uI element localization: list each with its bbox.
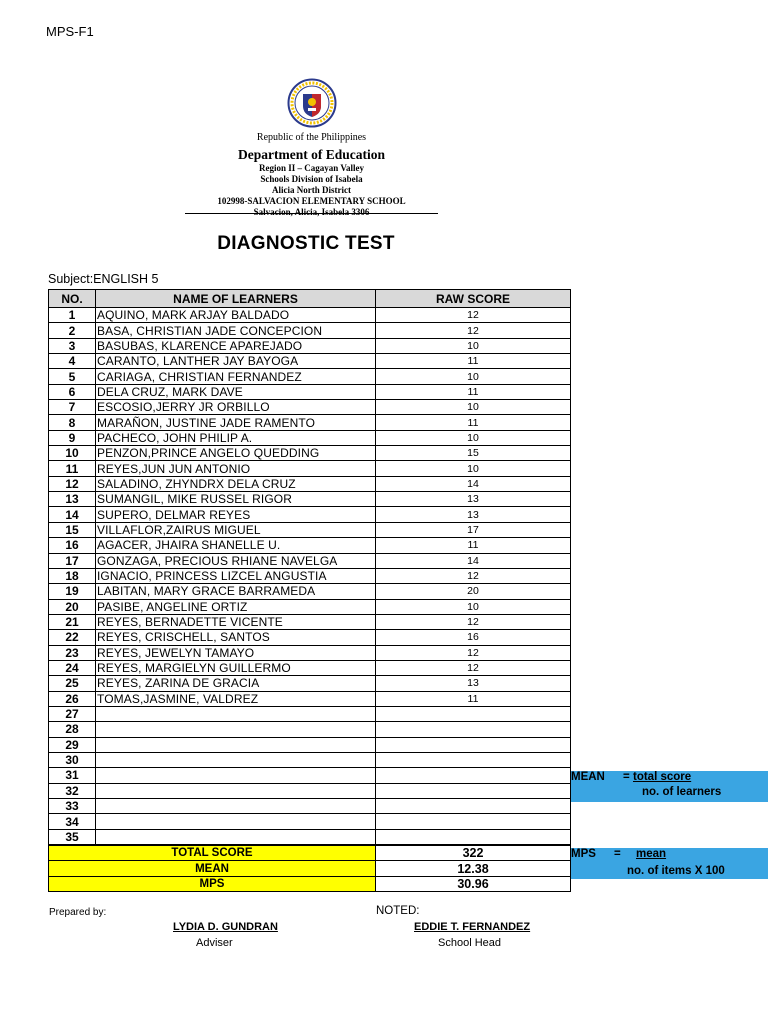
row-number: 21 [49, 614, 96, 629]
subject-label: Subject:ENGLISH 5 [48, 272, 159, 286]
table-row [49, 400, 571, 415]
learner-name: GONZAGA, PRECIOUS RHIANE NAVELGA [96, 553, 376, 568]
table-row [49, 384, 571, 399]
summary-value: 12.38 [376, 861, 571, 876]
district-line: Alicia North District [272, 184, 351, 195]
table-row [49, 553, 571, 568]
learner-name: SUPERO, DELMAR REYES [96, 507, 376, 522]
summary-label: MPS [49, 876, 376, 891]
row-number: 22 [49, 630, 96, 645]
raw-score: 12 [376, 568, 571, 583]
raw-score [376, 706, 571, 721]
row-number: 3 [49, 338, 96, 353]
learner-name: PENZON,PRINCE ANGELO QUEDDING [96, 446, 376, 461]
learner-name: REYES, BERNADETTE VICENTE [96, 614, 376, 629]
learner-name [96, 706, 376, 721]
row-number: 8 [49, 415, 96, 430]
table-row [49, 446, 571, 461]
row-number: 23 [49, 645, 96, 660]
summary-row [49, 861, 571, 876]
raw-score: 11 [376, 384, 571, 399]
learner-name: LABITAN, MARY GRACE BARRAMEDA [96, 584, 376, 599]
learner-name: PASIBE, ANGELINE ORTIZ [96, 599, 376, 614]
learner-name: REYES, CRISCHELL, SANTOS [96, 630, 376, 645]
table-row [49, 676, 571, 691]
row-number: 13 [49, 492, 96, 507]
mps-formula-note [571, 848, 768, 879]
adviser-role: Adviser [196, 937, 233, 949]
raw-score: 12 [376, 614, 571, 629]
summary-value: 322 [376, 845, 571, 861]
learner-name: BASA, CHRISTIAN JADE CONCEPCION [96, 323, 376, 338]
table-row [49, 630, 571, 645]
table-row [49, 568, 571, 583]
col-header-no: NO. [49, 290, 96, 308]
school-head-role: School Head [438, 937, 501, 949]
raw-score: 13 [376, 676, 571, 691]
prepared-by-label: Prepared by: [49, 907, 107, 918]
table-row [49, 814, 571, 829]
mps-formula-equals: = [614, 848, 621, 860]
learner-name: REYES, ZARINA DE GRACIA [96, 676, 376, 691]
table-row [49, 722, 571, 737]
raw-score [376, 737, 571, 752]
learner-name: MARAÑON, JUSTINE JADE RAMENTO [96, 415, 376, 430]
raw-score: 14 [376, 553, 571, 568]
row-number: 15 [49, 522, 96, 537]
learner-name: BASUBAS, KLARENCE APAREJADO [96, 338, 376, 353]
row-number: 5 [49, 369, 96, 384]
raw-score: 15 [376, 446, 571, 461]
mps-formula-label: MPS [571, 848, 596, 860]
table-row [49, 415, 571, 430]
row-number: 28 [49, 722, 96, 737]
row-number: 30 [49, 752, 96, 767]
learner-name: DELA CRUZ, MARK DAVE [96, 384, 376, 399]
table-row [49, 461, 571, 476]
raw-score: 14 [376, 476, 571, 491]
raw-score: 20 [376, 584, 571, 599]
raw-score: 11 [376, 538, 571, 553]
table-row [49, 614, 571, 629]
col-header-name: NAME OF LEARNERS [96, 290, 376, 308]
summary-label: TOTAL SCORE [49, 845, 376, 861]
row-number: 32 [49, 783, 96, 798]
row-number: 20 [49, 599, 96, 614]
table-row [49, 492, 571, 507]
learner-name: VILLAFLOR,ZAIRUS MIGUEL [96, 522, 376, 537]
learner-name: AGACER, JHAIRA SHANELLE U. [96, 538, 376, 553]
table-row [49, 323, 571, 338]
row-number: 31 [49, 768, 96, 783]
raw-score: 10 [376, 400, 571, 415]
raw-score [376, 768, 571, 783]
table-row [49, 522, 571, 537]
table-row [49, 507, 571, 522]
table-row [49, 599, 571, 614]
row-number: 19 [49, 584, 96, 599]
col-header-score: RAW SCORE [376, 290, 571, 308]
raw-score: 10 [376, 461, 571, 476]
summary-row [49, 876, 571, 891]
table-row [49, 584, 571, 599]
page-title: DIAGNOSTIC TEST [217, 233, 395, 254]
table-row [49, 354, 571, 369]
row-number: 29 [49, 737, 96, 752]
raw-score: 10 [376, 369, 571, 384]
raw-score: 10 [376, 338, 571, 353]
row-number: 14 [49, 507, 96, 522]
learner-name: PACHECO, JOHN PHILIP A. [96, 430, 376, 445]
row-number: 26 [49, 691, 96, 706]
raw-score [376, 783, 571, 798]
raw-score: 11 [376, 691, 571, 706]
raw-score: 12 [376, 308, 571, 323]
region-line: Region II – Cagayan Valley [258, 162, 365, 173]
department-line: Department of Education [238, 146, 385, 162]
raw-score: 12 [376, 645, 571, 660]
learner-name [96, 799, 376, 814]
table-row [49, 338, 571, 353]
raw-score: 11 [376, 415, 571, 430]
raw-score: 10 [376, 430, 571, 445]
school-line: 102998-SALVACION ELEMENTARY SCHOOL [217, 195, 406, 206]
row-number: 7 [49, 400, 96, 415]
division-line: Schools Division of Isabela [260, 173, 363, 184]
table-row [49, 799, 571, 814]
row-number: 12 [49, 476, 96, 491]
table-row [49, 691, 571, 706]
table-row [49, 430, 571, 445]
row-number: 24 [49, 660, 96, 675]
summary-value: 30.96 [376, 876, 571, 891]
summary-label: MEAN [49, 861, 376, 876]
row-number: 33 [49, 799, 96, 814]
learner-name: REYES, JEWELYN TAMAYO [96, 645, 376, 660]
raw-score: 13 [376, 492, 571, 507]
table-row [49, 752, 571, 767]
learner-name: REYES,JUN JUN ANTONIO [96, 461, 376, 476]
table-row [49, 829, 571, 845]
deped-seal-icon [287, 78, 337, 128]
raw-score: 12 [376, 660, 571, 675]
learner-name [96, 783, 376, 798]
learner-name [96, 752, 376, 767]
row-number: 35 [49, 829, 96, 845]
raw-score [376, 752, 571, 767]
header-divider [185, 213, 438, 214]
row-number: 27 [49, 706, 96, 721]
learner-name: REYES, MARGIELYN GUILLERMO [96, 660, 376, 675]
row-number: 11 [49, 461, 96, 476]
table-row [49, 538, 571, 553]
table-body [49, 308, 571, 892]
learners-table [48, 289, 571, 892]
learner-name: TOMAS,JASMINE, VALDREZ [96, 691, 376, 706]
row-number: 34 [49, 814, 96, 829]
mean-formula-label: MEAN [571, 771, 605, 783]
table-row [49, 308, 571, 323]
raw-score [376, 814, 571, 829]
raw-score [376, 829, 571, 845]
table-row [49, 768, 571, 783]
row-number: 25 [49, 676, 96, 691]
table-row [49, 783, 571, 798]
row-number: 10 [49, 446, 96, 461]
learner-name [96, 737, 376, 752]
table-row [49, 737, 571, 752]
table-row [49, 660, 571, 675]
learner-name: AQUINO, MARK ARJAY BALDADO [96, 308, 376, 323]
mean-formula-note [571, 771, 768, 802]
address-line: Salvacion, Alicia, Isabela 3306 [253, 206, 370, 217]
mean-formula-equals: = [623, 771, 630, 783]
learner-name [96, 814, 376, 829]
row-number: 1 [49, 308, 96, 323]
mps-formula-numerator: mean [636, 848, 667, 860]
table-row [49, 706, 571, 721]
learner-name: IGNACIO, PRINCESS LIZCEL ANGUSTIA [96, 568, 376, 583]
letterhead [185, 78, 438, 218]
mps-formula-denominator: no. of items X 100 [627, 865, 725, 877]
mean-formula-denominator: no. of learners [642, 786, 722, 798]
school-head-name: EDDIE T. FERNANDEZ [414, 921, 531, 933]
learner-name: SUMANGIL, MIKE RUSSEL RIGOR [96, 492, 376, 507]
raw-score: 16 [376, 630, 571, 645]
row-number: 4 [49, 354, 96, 369]
raw-score: 13 [376, 507, 571, 522]
learner-name: CARIAGA, CHRISTIAN FERNANDEZ [96, 369, 376, 384]
row-number: 6 [49, 384, 96, 399]
table-row [49, 369, 571, 384]
adviser-name: LYDIA D. GUNDRAN [173, 921, 278, 933]
learner-name [96, 829, 376, 845]
learner-name: SALADINO, ZHYNDRX DELA CRUZ [96, 476, 376, 491]
summary-row [49, 845, 571, 861]
row-number: 17 [49, 553, 96, 568]
row-number: 16 [49, 538, 96, 553]
republic-line: Republic of the Philippines [256, 132, 367, 143]
row-number: 18 [49, 568, 96, 583]
form-code: MPS-F1 [46, 24, 94, 39]
table-row [49, 645, 571, 660]
raw-score [376, 799, 571, 814]
raw-score [376, 722, 571, 737]
raw-score: 10 [376, 599, 571, 614]
raw-score: 11 [376, 354, 571, 369]
mean-formula-numerator: total score [633, 771, 692, 783]
table-row [49, 476, 571, 491]
learner-name: ESCOSIO,JERRY JR ORBILLO [96, 400, 376, 415]
noted-label: NOTED: [376, 905, 420, 917]
learner-name [96, 722, 376, 737]
table-header-row [49, 290, 571, 308]
learner-name: CARANTO, LANTHER JAY BAYOGA [96, 354, 376, 369]
row-number: 2 [49, 323, 96, 338]
row-number: 9 [49, 430, 96, 445]
learner-name [96, 768, 376, 783]
raw-score: 17 [376, 522, 571, 537]
raw-score: 12 [376, 323, 571, 338]
